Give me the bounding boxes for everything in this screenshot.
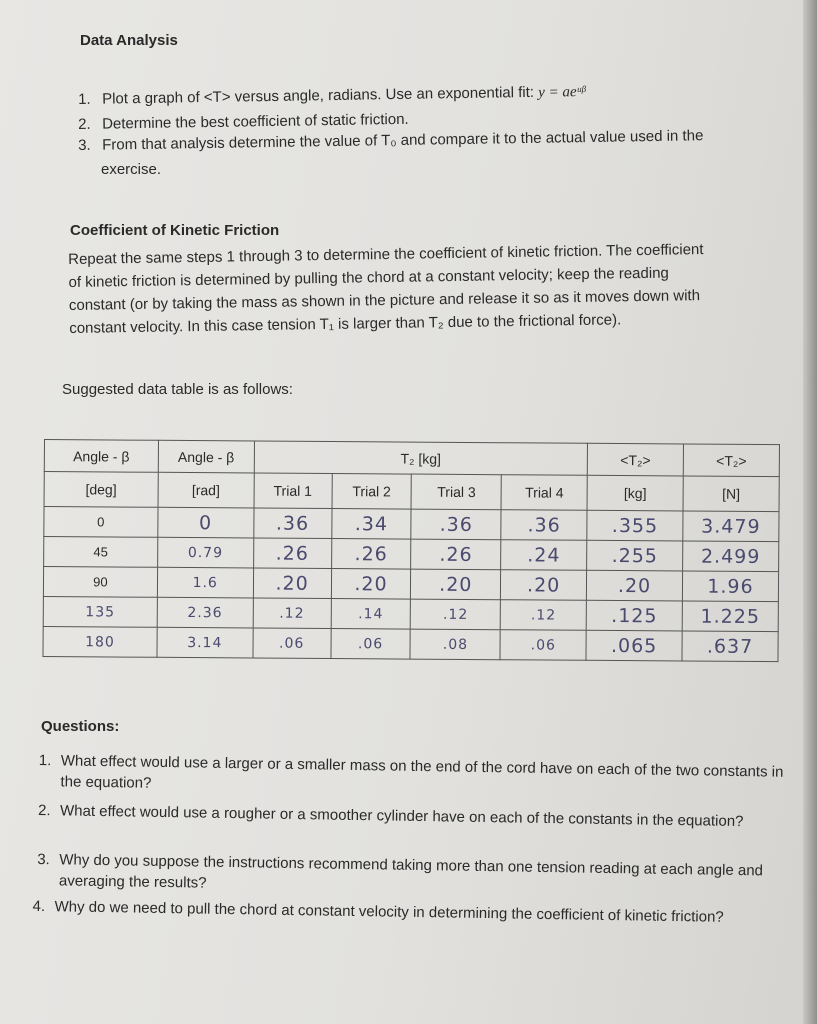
trial-2-cell: .06 xyxy=(331,629,411,660)
header-trial-2: Trial 2 xyxy=(332,474,412,510)
question-3-text: Why do you suppose the instructions recommend taking more than one tension reading at each angle and averaging the results? xyxy=(58,851,764,892)
question-4-number: 4. xyxy=(32,897,46,916)
kinetic-line-4: constant velocity. In this case tension T₁ is larger than T₂ due to the frictional force). xyxy=(69,311,622,337)
avg-kg-cell: .20 xyxy=(587,570,683,601)
angle-rad-cell: 2.36 xyxy=(157,597,253,628)
trial-3-cell: .36 xyxy=(411,509,501,540)
question-2-number: 2. xyxy=(37,801,51,820)
page-edge-shadow xyxy=(803,0,817,1024)
header-unit-rad: [rad] xyxy=(158,472,254,508)
header-avg-t2-n: <T₂> xyxy=(683,444,779,477)
step-1-number: 1. xyxy=(78,90,91,108)
header-avg-t2-kg: <T₂> xyxy=(587,443,683,476)
trial-1-cell: .26 xyxy=(253,538,331,569)
angle-deg-cell: 90 xyxy=(43,567,157,598)
trial-4-cell: .24 xyxy=(501,540,587,571)
kinetic-line-3: constant (or by taking the mass as shown in the picture and release it so as it moves down with xyxy=(68,287,701,314)
trial-2-cell: .26 xyxy=(331,539,411,570)
angle-rad-cell: 3.14 xyxy=(157,627,253,658)
header-trial-4: Trial 4 xyxy=(501,475,587,511)
data-table xyxy=(42,439,780,662)
trial-1-cell: .06 xyxy=(253,628,331,659)
questions-title: Questions: xyxy=(41,718,120,735)
kinetic-line-1: Repeat the same steps 1 through 3 to determine the coefficient of kinetic friction. The coefficient xyxy=(68,241,704,268)
suggested-table-label: Suggested data table is as follows: xyxy=(62,381,293,398)
angle-deg-cell: 180 xyxy=(43,626,157,657)
trial-4-cell: .12 xyxy=(500,600,586,631)
trial-3-cell: .20 xyxy=(411,569,501,600)
step-1-text: Plot a graph of <T> versus angle, radians. Use an exponential fit: xyxy=(101,83,539,108)
angle-rad-cell: 0 xyxy=(158,507,254,538)
header-unit-kg: [kg] xyxy=(587,475,683,511)
question-2-text: What effect would use a rougher or a smoother cylinder have on each of the constants in the equation? xyxy=(59,802,744,831)
trial-2-cell: .20 xyxy=(331,569,411,600)
trial-1-cell: .20 xyxy=(253,568,331,599)
question-1-number: 1. xyxy=(38,751,52,770)
avg-n-cell: 3.479 xyxy=(683,511,779,542)
trial-4-cell: .06 xyxy=(500,630,586,661)
step-2-text: Determine the best coefficient of static friction. xyxy=(101,110,409,133)
angle-deg-cell: 0 xyxy=(44,507,158,538)
avg-n-cell: 1.96 xyxy=(682,571,778,602)
kinetic-paragraph xyxy=(68,237,789,340)
step-3-continuation: exercise. xyxy=(101,161,162,178)
kinetic-line-2: of kinetic friction is determined by pulling the chord at a constant velocity; keep the reading xyxy=(68,264,669,291)
step-3-number: 3. xyxy=(78,136,91,154)
trial-4-cell: .36 xyxy=(501,510,587,541)
kinetic-friction-title: Coefficient of Kinetic Friction xyxy=(70,222,280,239)
step-1-equation: y = aeᵘᵝ xyxy=(538,84,586,101)
header-unit-n: [N] xyxy=(683,476,779,512)
avg-kg-cell: .065 xyxy=(586,630,682,661)
trial-3-cell: .12 xyxy=(411,599,501,630)
header-angle-rad: Angle - β xyxy=(158,440,254,473)
header-trial-3: Trial 3 xyxy=(411,474,501,510)
step-2-number: 2. xyxy=(78,115,91,133)
trial-1-cell: .12 xyxy=(253,598,331,629)
avg-kg-cell: .125 xyxy=(586,600,682,631)
header-unit-deg: [deg] xyxy=(44,472,158,508)
trial-4-cell: .20 xyxy=(501,570,587,601)
header-t2-kg: T₂ [kg] xyxy=(254,441,588,475)
avg-n-cell: .637 xyxy=(682,631,778,662)
step-3-text: From that analysis determine the value of T₀ and compare it to the actual value used in the xyxy=(101,127,704,154)
trial-3-cell: .08 xyxy=(410,629,500,660)
question-4-text: Why do we need to pull the chord at constant velocity in determining the coefficient of kinetic friction? xyxy=(54,898,724,926)
avg-n-cell: 1.225 xyxy=(682,601,778,632)
angle-deg-cell: 45 xyxy=(44,537,158,568)
header-angle-deg: Angle - β xyxy=(44,440,158,473)
avg-kg-cell: .355 xyxy=(587,510,683,541)
trial-2-cell: .34 xyxy=(331,509,411,540)
table-header-row-2 xyxy=(44,472,779,512)
table-header-row-1 xyxy=(44,440,779,477)
avg-n-cell: 2.499 xyxy=(683,541,779,572)
angle-deg-cell: 135 xyxy=(43,596,157,627)
trial-1-cell: .36 xyxy=(253,508,331,539)
question-1-text: What effect would use a larger or a smaller mass on the end of the cord have on each of the two constants in the equation? xyxy=(60,752,784,792)
data-analysis-title: Data Analysis xyxy=(80,32,178,49)
angle-rad-cell: 0.79 xyxy=(157,537,253,568)
table-row xyxy=(43,626,778,661)
trial-3-cell: .26 xyxy=(411,539,501,570)
trial-2-cell: .14 xyxy=(331,599,411,630)
angle-rad-cell: 1.6 xyxy=(157,567,253,598)
avg-kg-cell: .255 xyxy=(587,540,683,571)
header-trial-1: Trial 1 xyxy=(254,473,332,509)
question-3-number: 3. xyxy=(37,850,50,869)
